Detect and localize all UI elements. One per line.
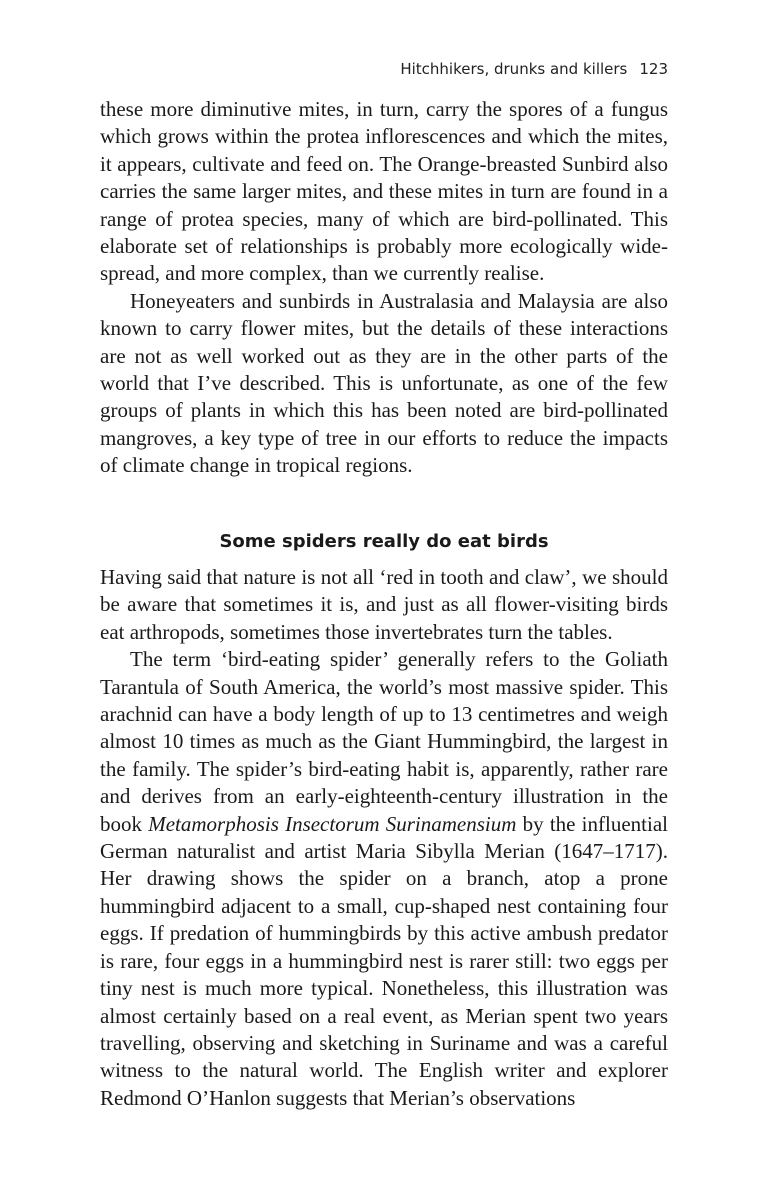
page-number: 123: [639, 60, 668, 78]
book-title: Metamorphosis Insectorum Surinamensium: [148, 811, 517, 836]
paragraph: Honeyeaters and sunbirds in Australasia and Malaysia are also known to carry flower mites, but the details of these interactions are not as well worked out as they are in the other parts of the world that I’ve described. This is unfortunate, as one of the few groups of plants in which this has been noted are bird-pollinated mangroves, a key type of tree in our efforts to reduce the impacts of climate change in tropical regions.: [100, 288, 668, 478]
running-title: Hitchhikers, drunks and killers: [400, 60, 628, 78]
paragraph: Having said that nature is not all ‘red in tooth and claw’, we should be aware that sometimes it is, and just as all flower-visiting birds eat arthropods, sometimes those invertebrates turn the tables.: [100, 565, 668, 644]
text-run: The term ‘bird-eating spider’ generally refers to the Goliath Tarantula of South America, the world’s most massive spider. This arachnid can have a body length of up to 13 centimetres and weigh almost 10 times as much as the Giant Hummingbird, the largest in the family. The spider’s bird-eating habit is, apparently, rather rare and derives from an early-eighteenth-century illustration in the book: [100, 647, 668, 836]
section-heading: Some spiders really do eat birds: [219, 531, 549, 552]
paragraph: these more diminutive mites, in turn, carry the spores of a fungus which grows within the protea inflorescences and which the mites, it appears, cultivate and feed on. The Orange-breasted Sunbird also carries the same larger mites, and these mites in turn are found in a range of protea species, many of which are bird-pollinated. This elaborate set of relationships is probably more ecologically widespread, and more complex, than we currently realise.: [100, 97, 668, 286]
running-head: [400, 60, 668, 78]
section-one-body: [100, 96, 668, 480]
paragraph: [100, 646, 668, 1112]
text-run: by the influential German naturalist and artist Maria Sibylla Merian (1647–1717). Her drawing shows the spider on a branch, atop a prone hummingbird adjacent to a small, cup-shaped nest containing four eggs. If predation of hummingbirds by this active ambush predator is rare, four eggs in a hummingbird nest is rarer still: two eggs per tiny nest is much more typical. Nonetheless, this illustration was almost certainly based on a real event, as Merian spent two years travelling, observing and sketching in Suriname and was a careful witness to the natural world. The English writer and explorer Redmond O’Hanlon suggests that Merian’s observations: [100, 811, 668, 1110]
section-two-body: [100, 564, 668, 1112]
